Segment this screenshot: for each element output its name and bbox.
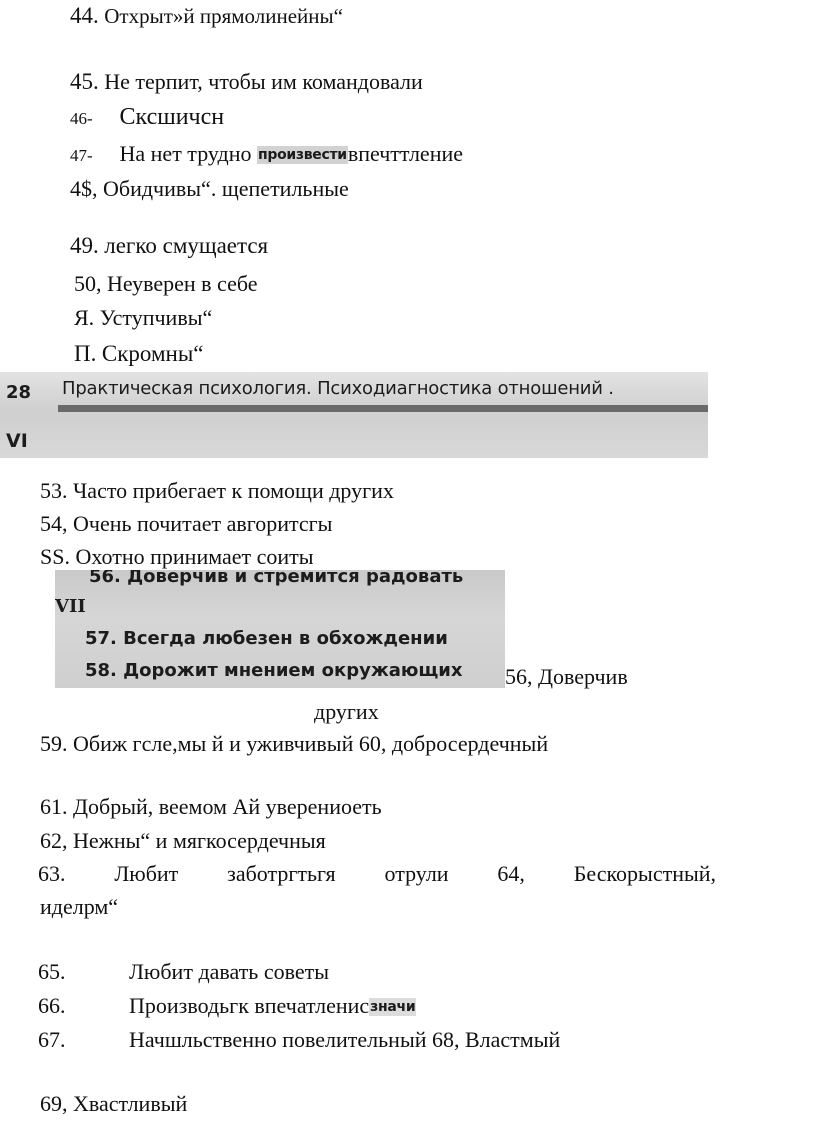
list-item: [70, 69, 423, 95]
list-item: 69, Хвастливый: [40, 1091, 188, 1116]
item-number: 50,: [74, 271, 102, 296]
item-text: Неуверен в себе: [107, 271, 258, 296]
item-number: 47-: [70, 146, 93, 165]
word: Любит: [114, 861, 179, 886]
item-text: Производьгк впечатленис: [129, 993, 370, 1018]
header-rule: [58, 405, 708, 412]
section-number: VI: [6, 430, 28, 452]
item-text: Начшльственно повелительный 68, Властмый: [129, 1027, 561, 1052]
item-text: На нет трудно: [119, 141, 257, 166]
list-item: [70, 3, 343, 29]
list-item: [38, 1027, 560, 1053]
item-text: Обидчивы“. щепетильные: [103, 176, 349, 201]
list-item: 53. Часто прибегает к помощи других: [40, 478, 394, 503]
word: 63.: [38, 861, 66, 886]
list-item: [70, 176, 349, 202]
item-number: 49.: [70, 233, 99, 258]
list-item: 61. Добрый, веемом Ай уверениоеть: [40, 794, 382, 819]
list-item: 56, Доверчив: [505, 664, 628, 689]
item-number: 65.: [38, 959, 66, 984]
section-number: VII: [55, 596, 86, 617]
list-item: [74, 271, 258, 297]
word: заботргтьгя: [227, 861, 336, 886]
smudged-word: произвести: [257, 147, 347, 163]
scanned-line: 57. Всегда любезен в обхождении: [85, 628, 448, 649]
page-running-title: Практическая психология. Психодиагностика отношений .: [62, 378, 614, 399]
list-item: 54, Очень почитает авгоритсгы: [40, 511, 333, 536]
word: 64,: [497, 861, 525, 886]
item-text: Уступчивы“: [99, 305, 213, 330]
item-number: 45.: [70, 69, 99, 94]
list-item: 59. Обиж гсле,мы й и уживчивый 60, добросердечный: [40, 731, 549, 756]
item-text-tail: впечттление: [347, 141, 464, 166]
list-item: [74, 305, 212, 331]
list-item: 62, Нежны“ и мягкосердечныя: [40, 828, 326, 853]
item-number: 46-: [70, 109, 93, 128]
scanned-fragment: [55, 570, 505, 688]
item-number: 44.: [70, 3, 99, 28]
word: отрули: [384, 861, 449, 886]
list-item: SS. Охотно принимает соиты: [40, 544, 314, 569]
list-item: [70, 141, 463, 169]
list-item-continuation: иделрм“: [40, 894, 119, 919]
item-number: П.: [74, 341, 97, 366]
list-item: [74, 341, 203, 367]
item-number: 4$,: [70, 176, 98, 201]
scanned-header: [0, 372, 708, 458]
item-text: Скромны“: [101, 341, 204, 366]
item-text: Сксшичсн: [119, 104, 225, 130]
item-number: 66.: [38, 993, 66, 1018]
page-number: 28: [6, 382, 32, 403]
item-text: Отхрыт»й прямолинейны“: [104, 4, 343, 28]
word: Бескорыстный,: [573, 861, 717, 886]
list-item: [70, 233, 268, 259]
list-item: [70, 104, 224, 132]
smudged-word: значи: [370, 999, 416, 1015]
scanned-line: 58. Дорожит мнением окружающих: [85, 660, 463, 681]
item-number: 67.: [38, 1027, 66, 1052]
list-item-justified: [38, 859, 716, 889]
list-item: [38, 959, 329, 985]
item-text: легко смущается: [104, 233, 269, 258]
list-item: [38, 993, 416, 1019]
list-item-continuation: других: [314, 699, 379, 724]
item-number: Я.: [74, 305, 95, 330]
item-text: Не терпит, чтобы им командовали: [104, 69, 423, 94]
scanned-line: 56. Доверчив и стремится радовать: [89, 570, 464, 587]
item-text: Любит давать советы: [129, 959, 330, 984]
